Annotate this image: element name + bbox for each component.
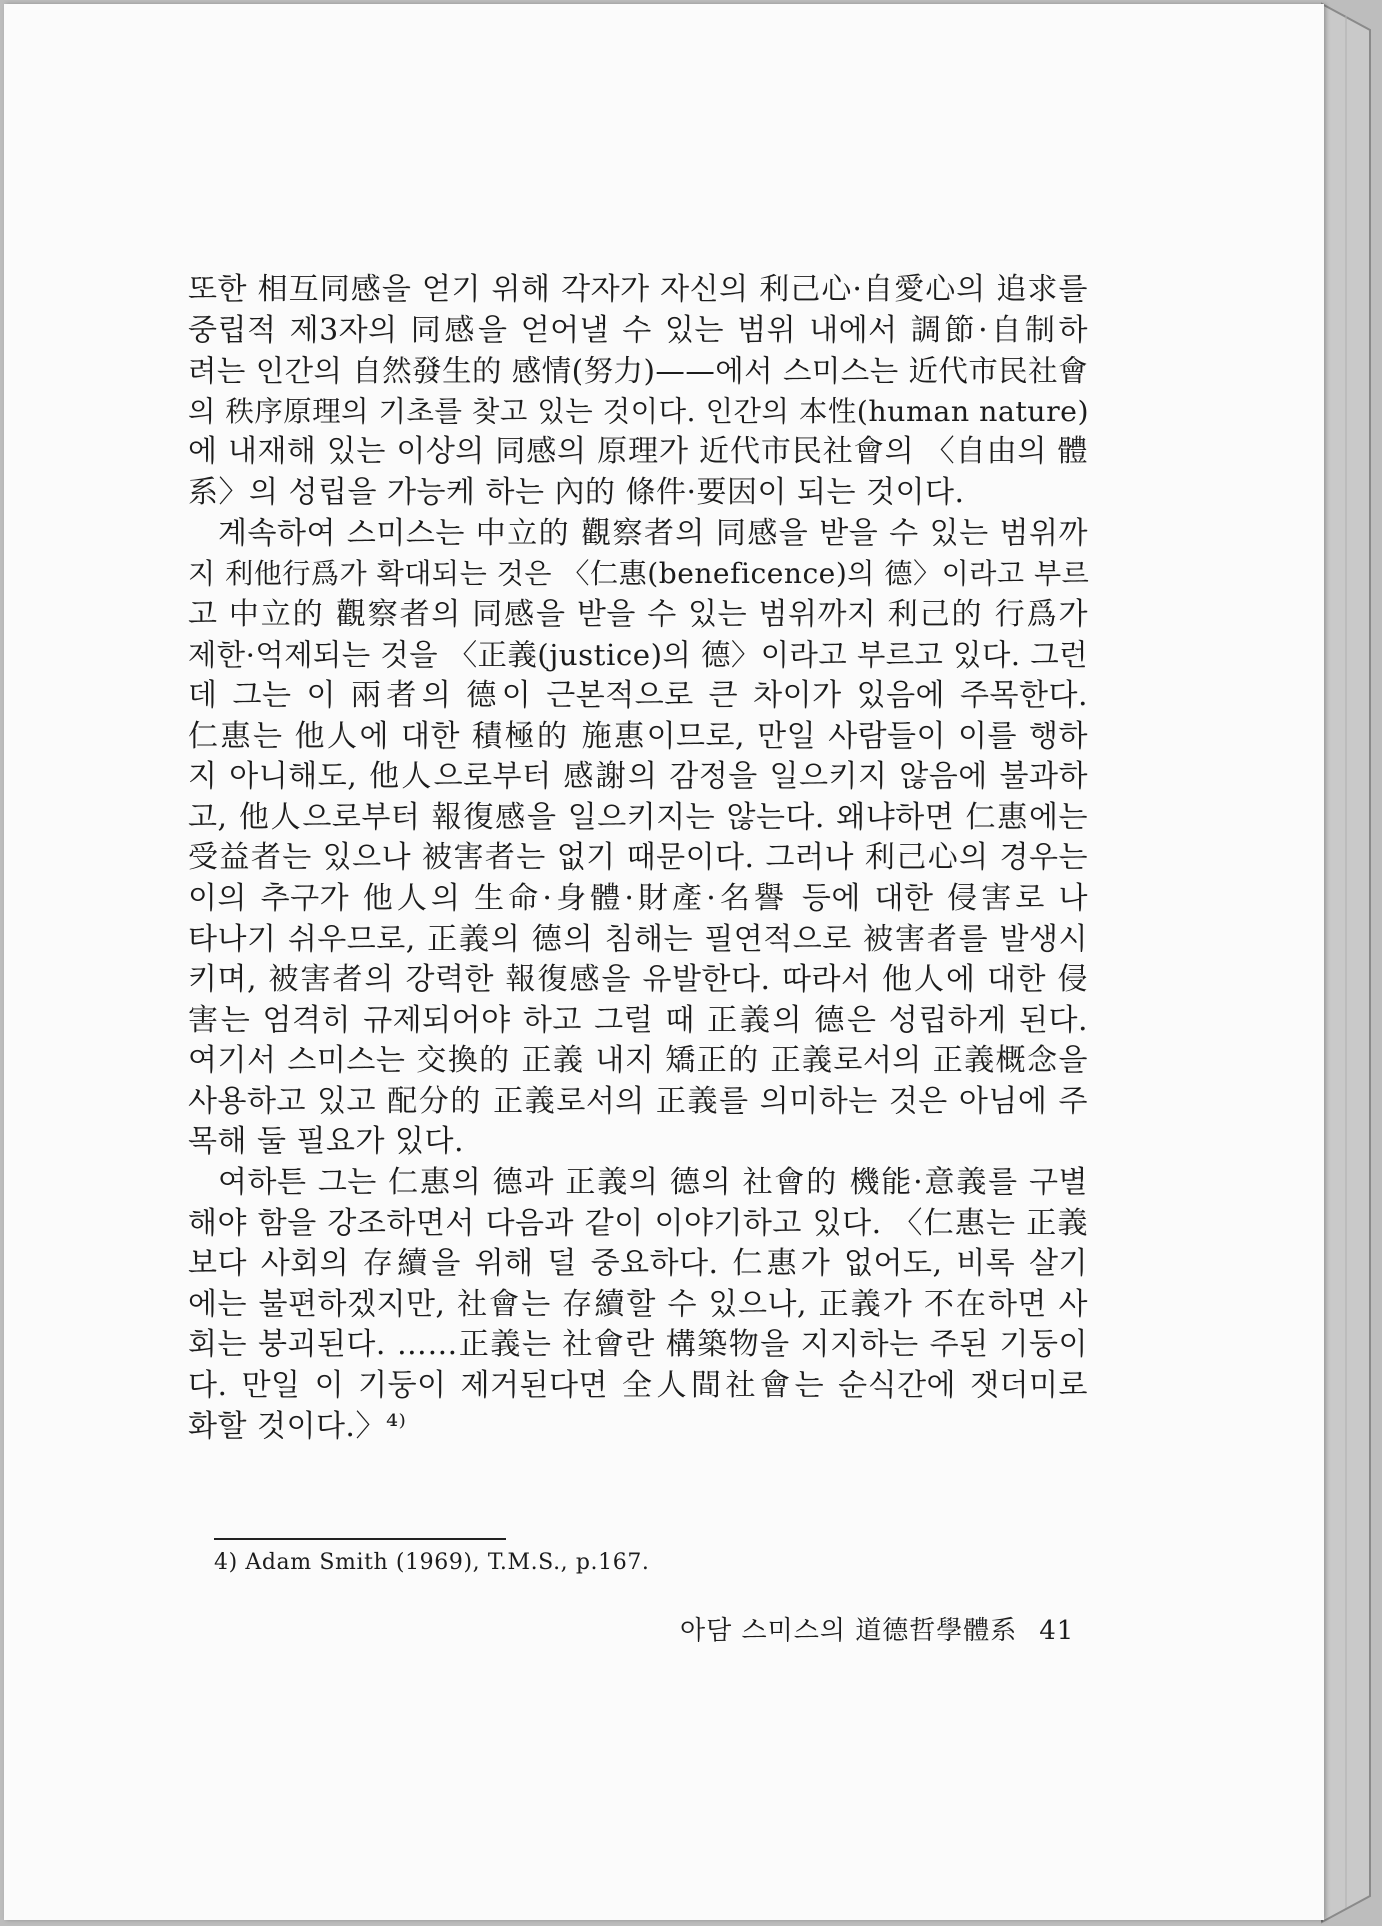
text-line: 에는 불편하겠지만, 社會는 存續할 수 있으나, 正義가 不在하면 사 — [188, 1286, 1088, 1322]
running-footer — [680, 1610, 1074, 1647]
paragraph-1 — [188, 270, 1088, 514]
text-line: 키며, 被害者의 강력한 報復感을 유발한다. 따라서 他人에 대한 侵 — [188, 962, 1088, 998]
text-line: 해야 함을 강조하면서 다음과 같이 이야기하고 있다. 〈仁惠는 正義 — [188, 1205, 1088, 1241]
text-line: 화할 것이다.〉⁴⁾ — [188, 1408, 407, 1444]
text-line: 중립적 제3자의 同感을 얻어낼 수 있는 범위 내에서 調節·自制하 — [188, 312, 1088, 348]
text-line: 이의 추구가 他人의 生命·身體·財產·名譽 등에 대한 侵害로 나 — [188, 880, 1088, 916]
footnote-divider — [214, 1538, 506, 1540]
text-line: 害는 엄격히 규제되어야 하고 그럴 때 正義의 德은 성립하게 된다. — [188, 1002, 1088, 1038]
footnote: 4) Adam Smith (1969), T.M.S., p.167. — [214, 1550, 650, 1575]
paragraph-3 — [188, 1163, 1088, 1447]
text-line: 지 아니해도, 他人으로부터 感謝의 감정을 일으키지 않음에 불과하 — [188, 759, 1088, 795]
paragraph-2 — [188, 514, 1088, 1164]
text-line: 제한·억제되는 것을 〈正義(justice)의 德〉이라고 부르고 있다. 그런 — [188, 638, 1088, 673]
text-line: 고 中立的 觀察者의 同感을 받을 수 있는 범위까지 利己的 行爲가 — [188, 596, 1088, 632]
text-line: 목해 둘 필요가 있다. — [188, 1124, 464, 1160]
text-line: 에 내재해 있는 이상의 同感의 原理가 近代市民社會의 〈自由의 體 — [188, 434, 1088, 470]
page-number: 41 — [1039, 1616, 1075, 1646]
text-line: 고, 他人으로부터 報復感을 일으키지는 않는다. 왜냐하면 仁惠에는 — [188, 799, 1088, 835]
text-line: 지 利他行爲가 확대되는 것은 〈仁惠(beneficence)의 德〉이라고 부르 — [188, 557, 1090, 591]
text-line: 仁惠는 他人에 대한 積極的 施惠이므로, 만일 사람들이 이를 행하 — [188, 718, 1088, 754]
text-line: 려는 인간의 自然發生的 感情(努力)——에서 스미스는 近代市民社會 — [188, 354, 1089, 389]
text-line: 다. 만일 이 기둥이 제거된다면 全人間社會는 순식간에 잿더미로 — [188, 1368, 1088, 1404]
text-line: 의 秩序原理의 기초를 찾고 있는 것이다. 인간의 本性(human nature) — [188, 394, 1090, 428]
text-line: 여하튼 그는 仁惠의 德과 正義의 德의 社會的 機能·意義를 구별 — [218, 1165, 1088, 1201]
text-line: 受益者는 있으나 被害者는 없기 때문이다. 그러나 利己心의 경우는 — [188, 840, 1088, 876]
text-line: 보다 사회의 存續을 위해 덜 중요하다. 仁惠가 없어도, 비록 살기 — [188, 1246, 1088, 1282]
running-title: 아담 스미스의 道德哲學體系 — [680, 1616, 1018, 1646]
text-line: 데 그는 이 兩者의 德이 근본적으로 큰 차이가 있음에 주목한다. — [188, 677, 1088, 713]
text-line: 여기서 스미스는 交換的 正義 내지 矯正的 正義로서의 正義概念을 — [188, 1043, 1088, 1079]
text-line: 또한 相互同感을 얻기 위해 각자가 자신의 利己心·自愛心의 追求를 — [188, 272, 1088, 307]
text-line: 계속하여 스미스는 中立的 觀察者의 同感을 받을 수 있는 범위까 — [218, 515, 1088, 551]
text-line: 사용하고 있고 配分的 正義로서의 正義를 의미하는 것은 아님에 주 — [188, 1083, 1088, 1119]
text-line: 系〉의 성립을 가능케 하는 內的 條件·要因이 되는 것이다. — [188, 474, 965, 510]
body-text — [188, 270, 1088, 1447]
text-line: 타나기 쉬우므로, 正義의 德의 침해는 필연적으로 被害者를 발생시 — [188, 921, 1088, 957]
text-line: 회는 붕괴된다. ……正義는 社會란 構築物을 지지하는 주된 기둥이 — [188, 1327, 1088, 1363]
